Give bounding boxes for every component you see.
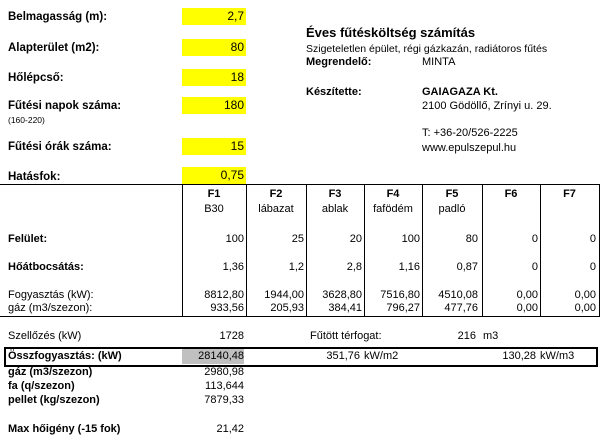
table-cell: 7516,80 <box>380 289 420 301</box>
company-phone: T: +36-20/526-2225 <box>422 127 518 139</box>
input-holepcso[interactable]: 18 <box>182 69 246 86</box>
table-cell: 0,00 <box>574 289 596 301</box>
label-hatasfok: Hatásfok: <box>8 171 61 183</box>
table-cell: 100 <box>225 233 244 245</box>
table-cell: 477,76 <box>444 302 478 314</box>
col-header-name: fafödém <box>373 203 413 215</box>
table-cell: 1,16 <box>398 261 420 273</box>
table-cell: 0,87 <box>456 261 478 273</box>
row-label-fogyasztas: Fogyasztás (kW): <box>8 289 94 301</box>
label-alapterulet: Alapterület (m2): <box>8 42 100 54</box>
table-cell: 80 <box>465 233 478 245</box>
futott-value: 216 <box>457 330 476 342</box>
col-header-code: F1 <box>207 188 221 200</box>
label-belmagassag: Belmagasság (m): <box>8 11 108 23</box>
table-cell: 384,41 <box>328 302 362 314</box>
table-cell: 2,8 <box>346 261 362 273</box>
table-cell: 205,93 <box>270 302 304 314</box>
per-m2-unit: kW/m2 <box>364 350 399 362</box>
gaz-total-value: 2980,98 <box>204 366 244 378</box>
table-cell: 1,2 <box>288 261 304 273</box>
szellozes-label: Szellőzés (kW) <box>8 330 82 342</box>
col-header-code: F4 <box>386 188 400 200</box>
client-value: MINTA <box>422 56 456 68</box>
row-label-gaz: gáz (m3/szezon): <box>8 302 93 314</box>
company-address: 2100 Gödöllő, Zrínyi u. 29. <box>422 100 552 112</box>
fa-value: 113,644 <box>205 380 244 392</box>
table-cell: 1944,00 <box>264 289 304 301</box>
table-top-border <box>0 184 600 185</box>
page-title: Éves fűtésköltség számítás <box>306 25 476 40</box>
col-header-code: F3 <box>328 188 342 200</box>
input-hatasfok[interactable]: 0,75 <box>182 167 246 184</box>
col-header-code: F6 <box>504 188 518 200</box>
table-cell: 3628,80 <box>322 289 362 301</box>
table-cell: 796,27 <box>386 302 420 314</box>
col-header-name: ablak <box>321 203 349 215</box>
fa-label: fa (q/szezon) <box>8 380 75 392</box>
pellet-label: pellet (kg/szezon) <box>8 394 100 406</box>
szellozes-value: 1728 <box>219 330 244 342</box>
input-belmagassag[interactable]: 2,7 <box>182 8 246 25</box>
label-futesi-orak: Fűtési órák száma: <box>8 141 112 153</box>
note-futesi-napok: (160-220) <box>8 115 45 125</box>
per-m3-value: 130,28 <box>502 350 536 362</box>
table-cell: 0 <box>531 233 538 245</box>
per-m3-unit: kW/m3 <box>540 350 575 362</box>
client-label: Megrendelő: <box>306 56 372 68</box>
company-web[interactable]: www.epulszepul.hu <box>422 142 517 154</box>
max-value: 21,42 <box>216 423 244 435</box>
table-cell: 1,36 <box>222 261 244 273</box>
col-header-code: F7 <box>563 188 576 200</box>
max-label: Max hőigény (-15 fok) <box>8 423 121 435</box>
table-cell: 0,00 <box>516 302 538 314</box>
table-cell: 100 <box>401 233 420 245</box>
table-cell: 20 <box>349 233 362 245</box>
label-futesi-napok: Fűtési napok száma: <box>8 100 122 112</box>
company-name: GAIAGAZA Kt. <box>422 86 498 98</box>
table-cell: 25 <box>291 233 304 245</box>
ossz-value: 28140,48 <box>182 349 244 364</box>
per-m2-value: 351,76 <box>326 350 360 362</box>
label-holepcso: Hőlépcső: <box>8 72 64 84</box>
input-futesi-napok[interactable]: 180 <box>182 97 246 114</box>
futott-label: Fűtött térfogat: <box>310 330 382 342</box>
col-header-code: F5 <box>445 188 459 200</box>
table-cell: 933,56 <box>210 302 244 314</box>
table-cell: 0 <box>589 233 596 245</box>
table-bottom-border <box>0 316 600 317</box>
table-cell: 0 <box>589 261 596 273</box>
author-label: Készítette: <box>306 86 362 98</box>
futott-unit: m3 <box>483 330 499 342</box>
table-cell: 0,00 <box>516 289 538 301</box>
table-cell: 4510,08 <box>438 289 478 301</box>
table-cell: 8812,80 <box>204 289 244 301</box>
gaz-total-label: gáz (m3/szezon) <box>8 366 93 378</box>
table-cell: 0 <box>531 261 538 273</box>
pellet-value: 7879,33 <box>204 394 244 406</box>
ossz-label: Összfogyasztás: (kW) <box>8 350 122 362</box>
input-alapterulet[interactable]: 80 <box>182 39 246 56</box>
col-header-name: B30 <box>204 203 224 215</box>
col-header-name: lábazat <box>258 203 294 215</box>
table-cell: 0,00 <box>574 302 596 314</box>
col-header-code: F2 <box>269 188 283 200</box>
input-futesi-orak[interactable]: 15 <box>182 138 246 155</box>
page-subtitle: Szigeteletlen épület, régi gázkazán, radiátoros fűtés <box>306 43 548 55</box>
col-header-name: padló <box>438 203 466 215</box>
row-label-felulet: Felület: <box>8 233 48 245</box>
row-label-hoatbocsatas: Hőátbocsátás: <box>8 261 84 273</box>
